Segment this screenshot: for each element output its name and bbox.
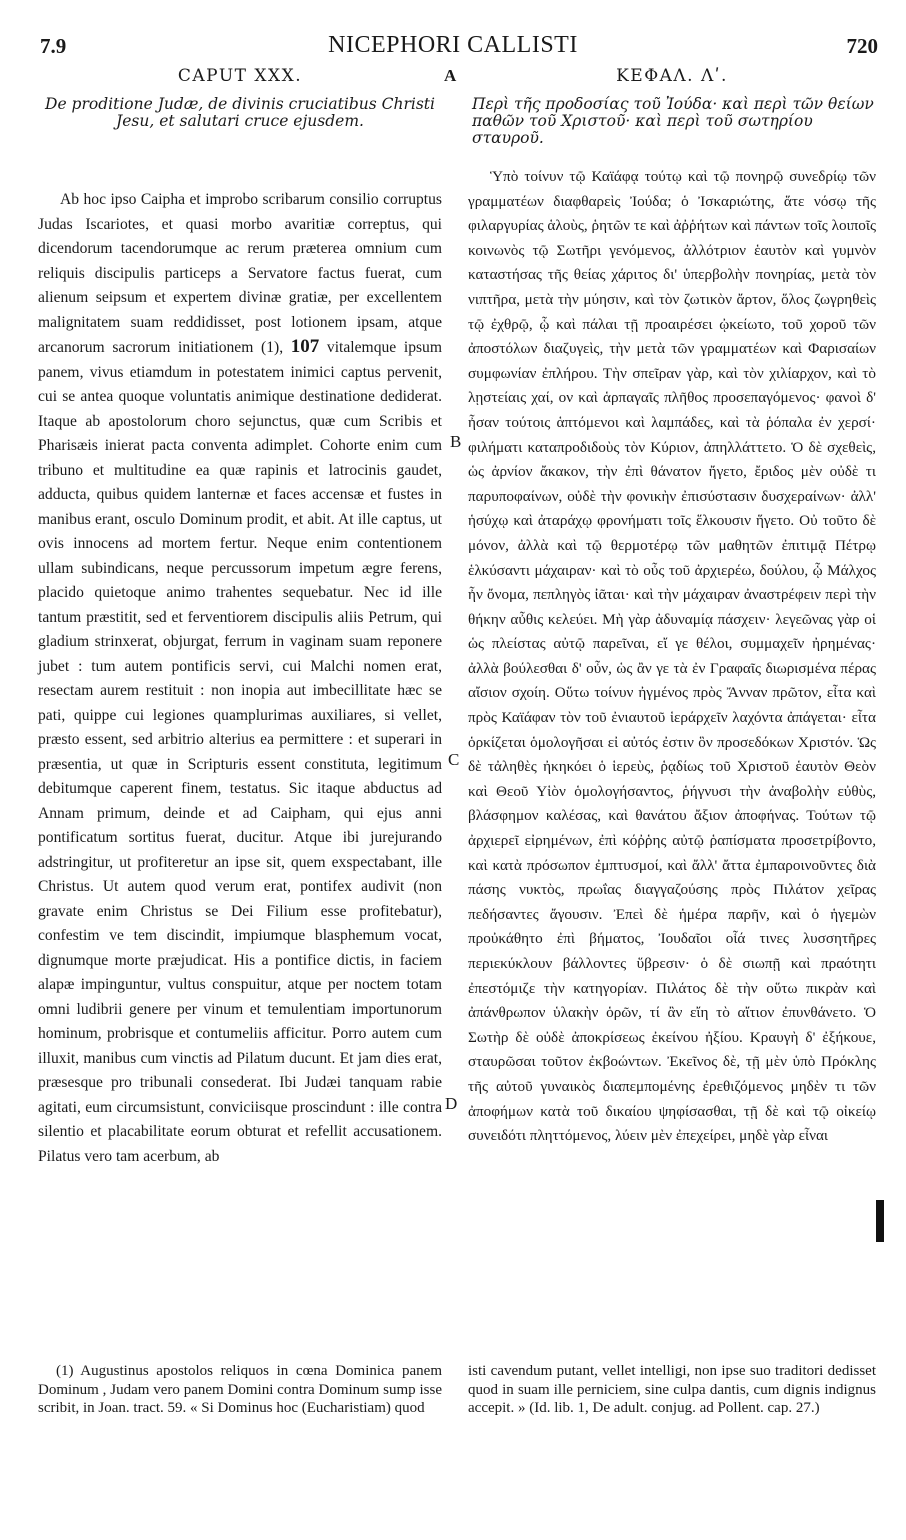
latin-chapter-subtitle: De proditione Judæ, de divinis cruciatibus Christi Jesu, et salutari cruce ejusdem. — [45, 95, 435, 130]
page-number-left: 7.9 — [40, 34, 67, 58]
greek-chapter-subtitle: Περὶ τῆς προδοσίας τοῦ Ἰούδα· καὶ περὶ τῶν θείων παθῶν τοῦ Χριστοῦ· καὶ περὶ τοῦ σωτηρίου σταυροῦ. — [472, 95, 874, 147]
marginal-number: 107 — [290, 336, 320, 357]
column-marker-b: B — [450, 432, 462, 451]
latin-chapter-heading: CAPUT XXX. — [177, 66, 303, 86]
latin-text-part-1: Ab hoc ipso Caipha et improbo scribarum consilio corruptus Judas Iscariotes, et quasi morbo avaritiæ correptus, qui dicendorum tacendorumque ac rerum præterea omnium cum reliquis discipulis particeps a Servatore factus fuerat, cum alienum seipsum et expertem divinæ gratiæ, per excellentem malignitatem suam reddidisset, post lotionem ipsam, atque arcanorum sacrorum initiationem (1), — [38, 191, 442, 356]
greek-chapter-heading: ΚΕΦΑΛ. Λʹ. — [616, 66, 728, 86]
column-marker-c: C — [448, 750, 460, 769]
footnote-left: (1) Augustinus apostolos reliquos in cœna Dominica panem Dominum , Judam vero panem Domini contra Dominum sump isse scribit, in Joan. tract. 59. « Si Dominus hoc (Eucharistiam) quod — [38, 1363, 442, 1416]
column-marker-a: A — [444, 66, 457, 85]
column-marker-d: D — [445, 1094, 458, 1113]
greek-column — [468, 66, 876, 1164]
ink-blot — [876, 1200, 884, 1242]
footnote-right — [468, 1362, 876, 1418]
running-header — [0, 30, 906, 60]
running-title: NICEPHORI CALLISTI — [328, 32, 578, 58]
latin-body-text — [38, 188, 442, 1169]
latin-text-part-2: vitalemque ipsum panem, vivus etiamdum in potestatem inimici captus pervenit, cui se antea quoque voluntatis animique destinatione dediderat. Itaque ab apostolorum choro sejunctus, quæ cum Scribis et Pharisæis inierat pacta conventa adimplet. Cohorte enim cum tribuno et multitudine ea quæ rapinis et latrocinis gaudet, adducta, quibus quidem lanternæ et faces accensæ et fustes in manibus erant, osculo Dominum prodit, et abit. At ille captus, ut ovis innocens ad mortem fertur. Neque enim contentionem ullam subindicans, neque percussorum impetum ægre ferens, placido quietoque animo trahentes sequebatur. Nec id ille tantum præstitit, sed et ferventiorem discipulis aliis Petrum, qui gladium strinxerat, objurgat, ferrum in vaginam suam reponere jubet : tum autem pontificis servi, cui Malchi nomen erat, resectam aurem restituit : non inopia aut imbecillitate hæc se pati, quippe cui legiones quamplurimas auxiliares, si vellet, præsto essent, sed arbitrio alterius ea permittere : et superari in præsentia, ut quæ in Scripturis essent constituta, legitimum debitumque caperent finem, testatus. Sic itaque abductus ad Annam primum, deinde et ad Caipham, qui ejus anni pontificatum sortitus fuerat, ducitur. Atque ibi jurejurando adstringitur, ut profiteretur an ipse sit, quem exspectabant, ille Christus. Ut autem quod verum erat, pontifex audivit (non gravate enim Christus se Dei Filium esse profitebatur), confestim ve tem discindit, impiumque blasphemum vocat, dignumque morte præjudicat. His a pontifice dictis, in faciem alapæ impinguntur, vultus conspuitur, atque per noctem totam omni ludibrii genere per vinum et temulentiam importunorum hominum, probrisque et contumeliis afficitur. Porro autem cum illuxit, manibus cum vinctis ad Pilatum ducunt. Et jam dies erat, præsesque pro tribunali consederat. Ibi Judæi tanquam rabie agitati, eum circumsistunt, conviciisque proscindunt : ille contra silentio et placabilitate eorum obturat et refellit accusationem. Pilatus vero tam acerbum, ab — [38, 339, 442, 1165]
greek-body-text: Ὑπὸ τοίνυν τῷ Καϊάφᾳ τούτῳ καὶ τῷ πονηρῷ συνεδρίῳ τῶν γραμματέων διαφθαρεὶς Ἰούδα; ὁ Ἰσκαριώτης, ἅτε νόσῳ τῆς φιλαργυρίας ἁλοὺς, ῥητῶν τε καὶ ἀῤῥήτων καὶ πάντων τοῖς λοιποῖς κοινωνὸς τῷ Σωτῆρι γενόμενος, ἀλλότριον ἑαυτὸν καὶ γυμνὸν καταστήσας τῆς θείας χάριτος δι' ὑπερβολὴν πονηρίας, μετὰ τὸν νιπτῆρα, μετὰ τὴν μύησιν, καὶ τὸν ζωτικὸν ἄρτον, ὅλος ζωγρηθεὶς τῷ ἐχθρῷ, ᾧ καὶ πάλαι τῇ προαιρέσει ᾠκείωτο, τοῦ χοροῦ τῶν ἀποστόλων διαζυγεὶς, τὴν μετὰ τῶν γραμματέων καὶ Φαρισαίων συμφωνίαν ἐπλήρου. Τὴν σπεῖραν γὰρ, καὶ τὸν χιλίαρχον, καὶ τὸ λῃστείαις χαί, ον καὶ ἁρπαγαῖς πλῆθος προσεπαγόμενος· φανοὶ δ' ἦσαν τούτοις ἁπτόμενοι καὶ λαμπάδες, καὶ τὰ ῥόπαλα ἐν χερσί· φιλήματι καταπροδιδοὺς τὸν Κύριον, ἀπηλλάττετο. Ὁ δὲ σχεθεὶς, ὡς ἀρνίον ἄκακον, τὴν ἐπὶ θάνατον ἤγετο, ἔριδος μὲν οὐδὲ τι παρυποφαίνων, οὐδὲ τὴν φονικὴν ἐπισύστασιν δυσχεραίνων· ἀλλ' ἡσύχῳ καὶ ἀταράχῳ φρονήματι τοῖς ἕλκουσιν ἥγετο. Οὐ τοῦτο δὲ μόνον, ἀλλὰ καὶ τῷ θερμοτέρῳ τῶν μαθητῶν ἐπιτιμᾷ Πέτρῳ ἑλκύσαντι μάχαιραν· καὶ τὸ οὖς τοῦ ἀρχιερέω, δούλου, ᾧ Μάλχος ἦν ὄνομα, πεπληγὸς ἰᾶται· καὶ τὴν μάχαιραν ἀναστρέφειν περὶ τὴν θήκην αὖθις κελεύει. Μὴ γὰρ ἀδυναμίᾳ πάσχειν· λεγεῶνας γὰρ οἱ ὡς πλείστας αὐτῷ παρεῖναι, εἴ γε θέλοι, συμμαχεῖν ἠρημένας· ἀλλὰ βούλεσθαι δ' οὖν, ὡς ἂν γε τὰ ἐν Γραφαῖς διωρισμένα πέρας αἴσιον σχοίη. Οὕτω τοίνυν ἠγμένος πρὸς Ἄνναν πρῶτον, εἶτα καὶ πρὸς Καϊάφαν τὸν τοῦ ἐνιαυτοῦ ἱεράρχεῖν λαχόντα ἀπάγεται· εἶτα ὁρκίζεται ὁμολογῆσαι εἰ αὐτός ἐστιν ὃν προσεδόκων Χριστόν. Ὡς δὲ τἀληθὲς ἠκηκόει ὁ ἱερεὺς, ῥᾳδίως τοῦ Χριστοῦ ἑαυτὸν Θεὸν καὶ Θεοῦ Υἱὸν ὁμολογήσαντος, ῥήγνυσι τὴν ἀναβολὴν εὐθὺς, βλάσφημον καλέσας, καὶ θανάτου ἄξιον ἀποφήνας. Τούτων τῷ ἀρχιερεῖ εἰρημένων, ἐπὶ κόῤῥης αὐτῷ ῥαπίσματα προσετρίβοντο, καὶ κατὰ πρόσωπον ἐμπτυσμοί, καὶ ἄλλ' ἄττα ἐμπαροινοῦντες διὰ πάσης νυκτὸς, πρωΐας διαγγαζούσης πρὸς Πιλάτον χεῖρας πεδήσαντες ἄγουσιν. Ἐπεὶ δὲ ἡμέρα παρῆν, καὶ ὁ ἡγεμὼν προὐκάθητο ἐπὶ βήματος, Ἰουδαῖοι οἷά τινες λυσσητῆρες περιεκύκλουν βάλλοντες ὕβρεσιν· ὁ δὲ σιωπῇ καὶ πραότητι ἐπεστόμιζε τὴν κατηγορίαν. Πιλάτος δὲ τὴν οὕτω πικρὰν καὶ ἀπάνθρωπον ὑλακὴν ὁρῶν, τί ἂν εἴη τὸ αἴτιον ἐπυνθάνετο. Ὁ Σωτὴρ δὲ οὐδὲ ἀποκρίσεως ἐκείνου ἠξίου. Κραυγὴ δ' ἐξήκουε, σταυρῶσαι τοῦτον ἐκβοώντων. Ἐκεῖνος δὲ, τῇ μὲν ὑπὸ Πρόκλης τῆς αὐτοῦ γυναικὸς διαπεμπομένης ἐρεθιζόμενος μηδὲν τι τῶν ἀποφήμων κατὰ τοῦ δικαίου ψηφίσασθαι, τῇ δὲ καὶ τῷ οἰκείῳ συνειδότι πληττόμενος, λύειν μὲν ἐπεχείρει, μηδὲ γὰρ εἶναι — [468, 168, 876, 1145]
latin-column — [38, 66, 442, 1185]
footnote-right-citation: (Id. lib. 1, De adult. conjug. ad Pollent. cap. 27.) — [529, 1400, 820, 1416]
page-number-right: 720 — [846, 34, 878, 58]
footnote-right-text: isti cavendum putant, vellet intelligi, non ipse suo traditori dedisset quod in suam ille perniciem, sine culpa dantis, cum dignis indignus accepit. » — [468, 1363, 876, 1416]
